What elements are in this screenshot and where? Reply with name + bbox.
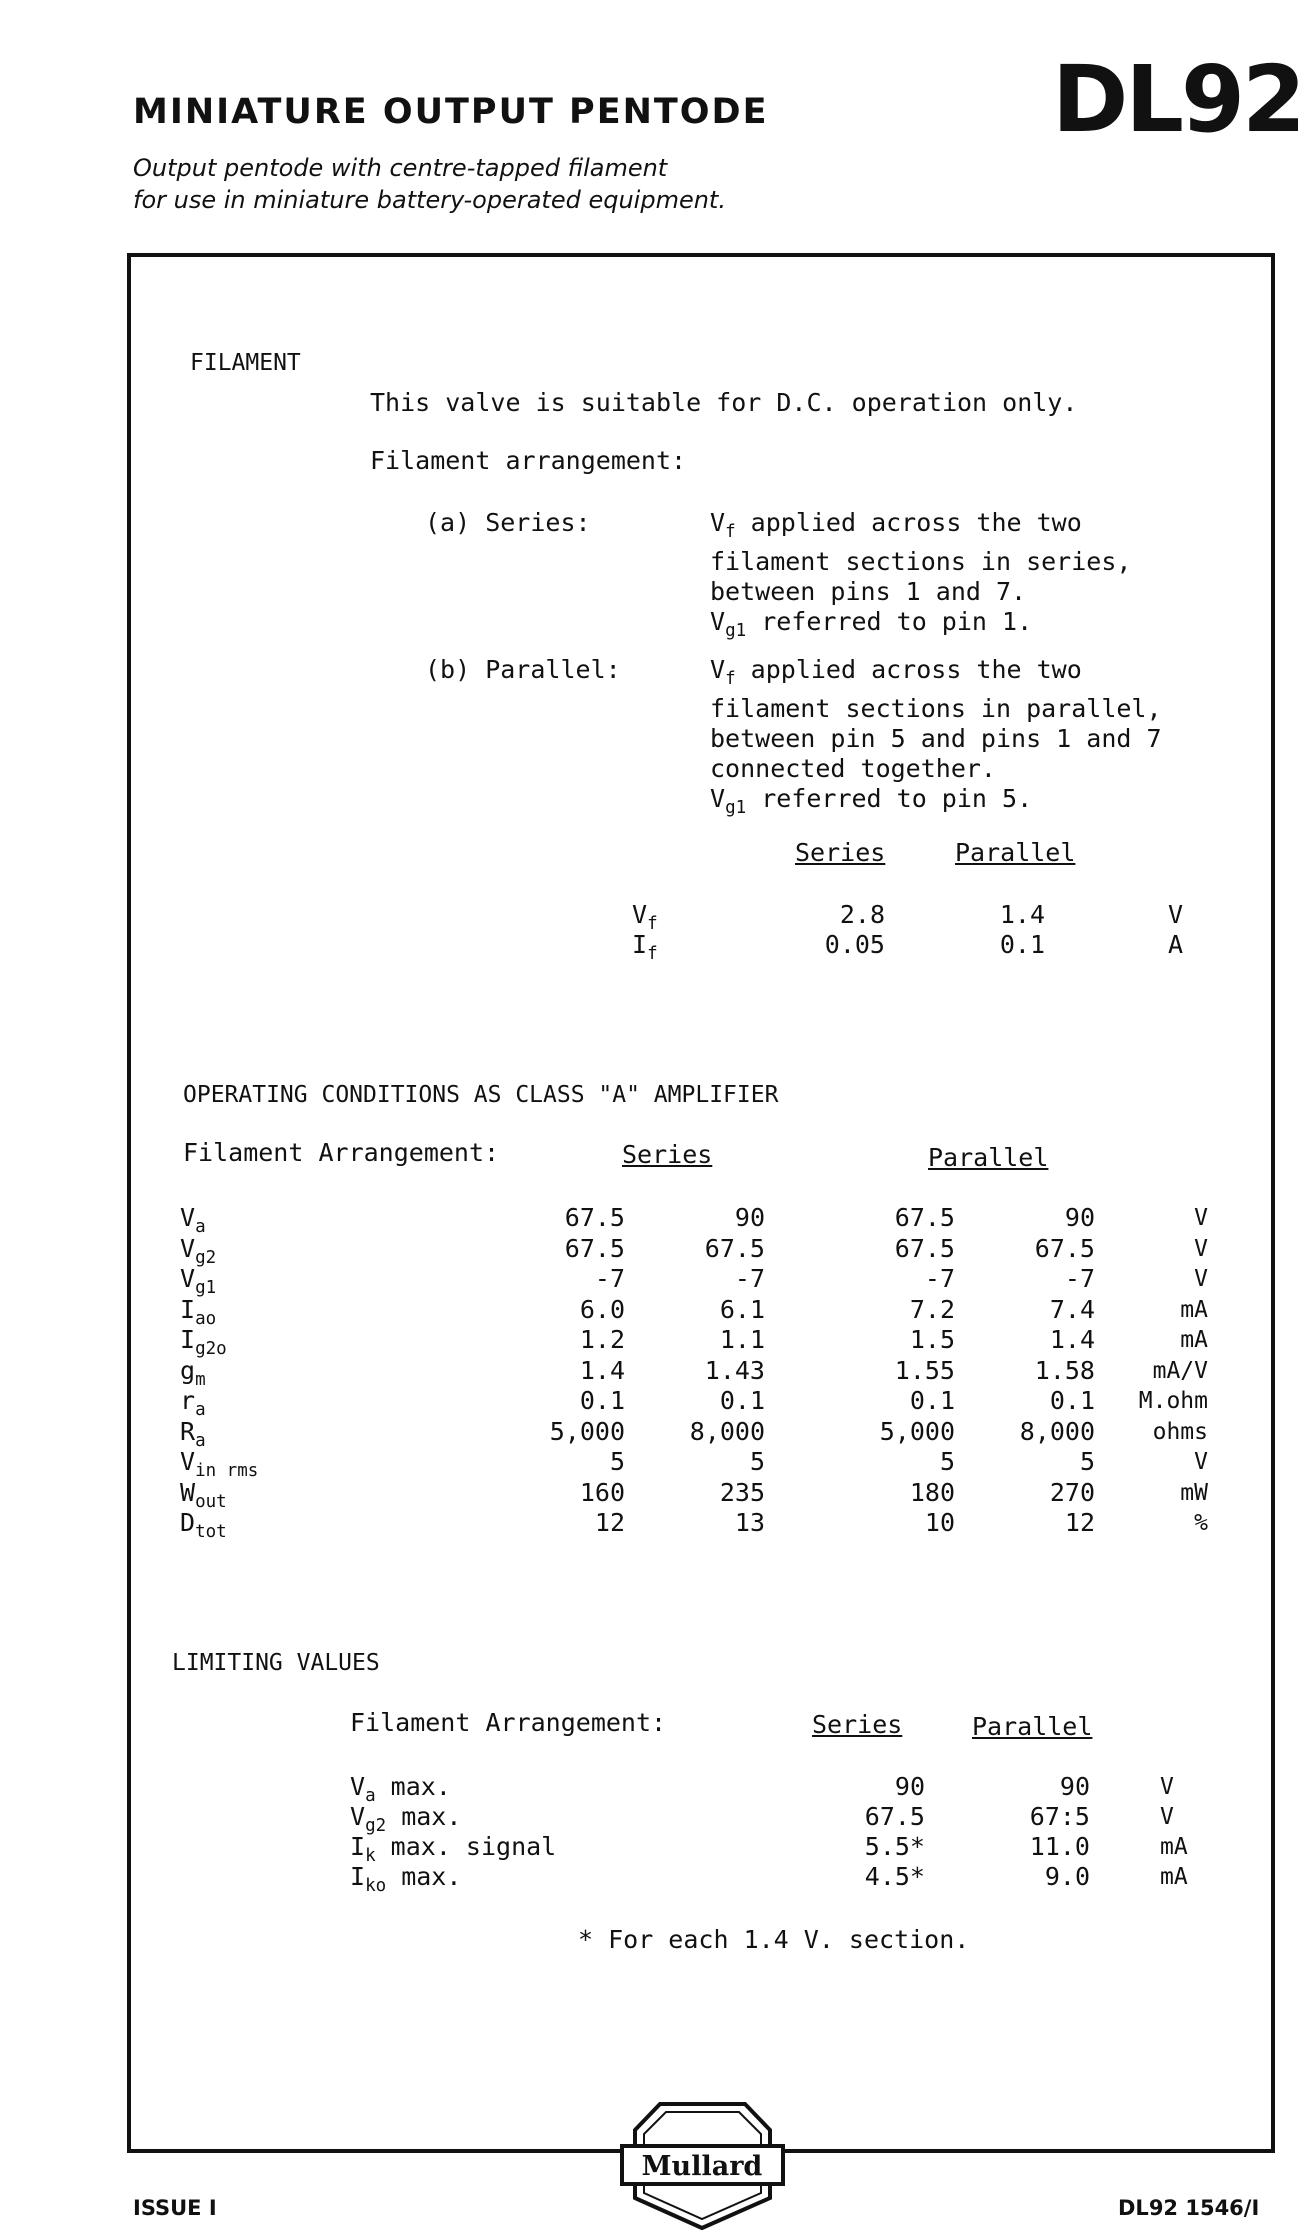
limiting-arrangement-label: Filament Arrangement: [350, 1708, 667, 1737]
limiting-footnote: * For each 1.4 V. section. [578, 1925, 970, 1954]
operating-series-2: 6.1 [719, 1294, 765, 1324]
operating-series-2: 90 [734, 1203, 765, 1232]
operating-parallel-1: 1.5 [909, 1325, 955, 1354]
filament-col-series: Series [795, 838, 886, 867]
filament-arrangement-label: Filament arrangement: [370, 446, 687, 475]
subtitle-line-2: for use in miniature battery-operated equipment. [133, 186, 726, 214]
limiting-parallel-value: 11.0 [1029, 1832, 1090, 1861]
operating-series-2: 1.1 [719, 1325, 765, 1354]
limiting-series-value: 67.5 [864, 1802, 925, 1831]
limiting-row-label: $I_k$ max. signal [350, 1832, 557, 1866]
logo-text: Mullard [641, 2151, 763, 2182]
limiting-parallel-value: 90 [1059, 1772, 1090, 1801]
operating-row-symbol: $V_{in rms}$ [180, 1447, 259, 1481]
operating-series-2: 13 [734, 1508, 765, 1537]
operating-parallel-2: -7 [1064, 1264, 1095, 1293]
operating-parallel-2: 67.5 [1034, 1233, 1095, 1263]
filament-sym-vf: $V_f$ [632, 900, 658, 934]
operating-parallel-1: 0.1 [909, 1386, 955, 1415]
limiting-row-label: $V_a$ max. [350, 1772, 451, 1806]
operating-parallel-2: 12 [1064, 1508, 1095, 1537]
operating-parallel-2: 7.4 [1049, 1294, 1095, 1324]
filament-sym-if: $I_f$ [632, 930, 658, 964]
operating-row-symbol: $R_a$ [180, 1416, 206, 1451]
filament-dc-note: This valve is suitable for D.C. operation only. [370, 388, 1078, 417]
operating-series-2: 5 [749, 1447, 765, 1476]
operating-series-1: 1.4 [579, 1355, 625, 1385]
limiting-heading: LIMITING VALUES [172, 1650, 380, 1676]
filament-if-series: 0.05 [824, 930, 885, 959]
operating-parallel-header: Parallel [928, 1143, 1049, 1172]
operating-parallel-1: 67.5 [894, 1233, 955, 1263]
page-title: MINIATURE OUTPUT PENTODE [133, 92, 769, 132]
operating-unit: mA/V [1152, 1357, 1208, 1384]
operating-series-2: 235 [719, 1477, 765, 1507]
operating-parallel-1: 1.55 [894, 1355, 955, 1385]
operating-unit: M.ohm [1138, 1388, 1208, 1414]
operating-parallel-1: 5 [939, 1447, 955, 1476]
limiting-row-label: $I_{ko}$ max. [350, 1862, 462, 1896]
operating-series-2: 0.1 [719, 1386, 765, 1415]
operating-series-2: 8,000 [689, 1416, 765, 1446]
footer-issue: ISSUE I [133, 2196, 217, 2220]
operating-row-symbol: $W_{out}$ [180, 1477, 227, 1512]
operating-unit: ohms [1152, 1418, 1208, 1445]
operating-parallel-2: 90 [1064, 1203, 1095, 1232]
operating-parallel-1: 10 [924, 1508, 955, 1537]
operating-parallel-2: 0.1 [1049, 1386, 1095, 1415]
operating-series-1: 160 [579, 1477, 625, 1507]
operating-series-1: 12 [594, 1508, 625, 1537]
filament-if-parallel: 0.1 [999, 930, 1045, 959]
operating-series-1: 0.1 [579, 1386, 625, 1415]
operating-parallel-2: 5 [1079, 1447, 1095, 1476]
operating-row-symbol: $g_m$ [180, 1355, 206, 1390]
limiting-series-value: 90 [894, 1772, 925, 1801]
operating-heading: OPERATING CONDITIONS AS CLASS "A" AMPLIFIER [183, 1082, 779, 1108]
filament-vf-series: 2.8 [839, 900, 885, 929]
limiting-series-value: 5.5* [864, 1832, 925, 1861]
subtitle-line-1: Output pentode with centre-tapped filament [133, 154, 668, 182]
operating-parallel-2: 8,000 [1019, 1416, 1095, 1446]
operating-series-1: 5 [609, 1447, 625, 1476]
limiting-parallel-value: 67:5 [1029, 1802, 1090, 1831]
limiting-unit: mA [1160, 1834, 1188, 1860]
operating-unit: V [1194, 1266, 1208, 1292]
filament-vf-unit: V [1168, 900, 1184, 929]
filament-vf-parallel: 1.4 [999, 900, 1045, 929]
operating-unit: V [1194, 1235, 1208, 1262]
limiting-unit: V [1160, 1804, 1174, 1830]
operating-unit: V [1194, 1449, 1208, 1475]
operating-series-1: 67.5 [564, 1233, 625, 1263]
operating-row-symbol: $V_a$ [180, 1203, 206, 1237]
operating-unit: mA [1180, 1296, 1208, 1323]
parallel-description: $V_f$ applied across the two filament sections in parallel, between pin 5 and pins 1 and 7 connected together. $V_{g1}$ referred to pin 5. [710, 655, 1162, 818]
operating-parallel-1: 5,000 [879, 1416, 955, 1446]
operating-series-2: -7 [734, 1264, 765, 1293]
operating-parallel-2: 1.58 [1034, 1355, 1095, 1385]
operating-series-2: 1.43 [704, 1355, 765, 1385]
filament-heading: FILAMENT [190, 350, 301, 376]
operating-series-1: 5,000 [549, 1416, 625, 1446]
operating-parallel-2: 1.4 [1049, 1325, 1095, 1354]
operating-parallel-1: 7.2 [909, 1294, 955, 1324]
operating-row-symbol: $D_{tot}$ [180, 1508, 227, 1542]
operating-series-1: 1.2 [579, 1325, 625, 1354]
operating-row-symbol: $r_a$ [180, 1386, 206, 1420]
limiting-series-value: 4.5* [864, 1862, 925, 1891]
limiting-series-header: Series [812, 1710, 903, 1739]
series-description: $V_f$ applied across the two filament sections in series, between pins 1 and 7. $V_{g1}$ referred to pin 1. [710, 508, 1132, 641]
operating-parallel-1: 180 [909, 1477, 955, 1507]
operating-parallel-1: 67.5 [894, 1203, 955, 1232]
operating-parallel-1: -7 [924, 1264, 955, 1293]
series-label: (a) Series: [425, 508, 591, 537]
mullard-logo [620, 2098, 785, 2232]
operating-arrangement-label: Filament Arrangement: [183, 1138, 500, 1167]
operating-row-symbol: $V_{g1}$ [180, 1264, 217, 1298]
parallel-label: (b) Parallel: [425, 655, 621, 684]
limiting-parallel-value: 9.0 [1044, 1862, 1090, 1891]
operating-unit: % [1194, 1510, 1208, 1536]
filament-col-parallel: Parallel [955, 838, 1076, 867]
limiting-unit: mA [1160, 1864, 1188, 1890]
operating-series-1: 6.0 [579, 1294, 625, 1324]
limiting-parallel-header: Parallel [972, 1712, 1093, 1741]
operating-unit: mW [1180, 1479, 1208, 1506]
operating-row-symbol: $I_{g2o}$ [180, 1325, 227, 1359]
operating-parallel-2: 270 [1049, 1477, 1095, 1507]
limiting-row-label: $V_{g2}$ max. [350, 1802, 462, 1836]
operating-series-2: 67.5 [704, 1233, 765, 1263]
footer-reference: DL92 1546/I [1118, 2196, 1260, 2220]
filament-if-unit: A [1168, 930, 1184, 959]
valve-code: DL92 [1052, 46, 1304, 153]
limiting-unit: V [1160, 1774, 1174, 1800]
operating-series-1: -7 [594, 1264, 625, 1293]
operating-series-header: Series [622, 1140, 713, 1169]
operating-unit: V [1194, 1205, 1208, 1231]
operating-row-symbol: $I_{ao}$ [180, 1294, 217, 1329]
operating-unit: mA [1180, 1327, 1208, 1353]
operating-row-symbol: $V_{g2}$ [180, 1233, 217, 1268]
operating-series-1: 67.5 [564, 1203, 625, 1232]
